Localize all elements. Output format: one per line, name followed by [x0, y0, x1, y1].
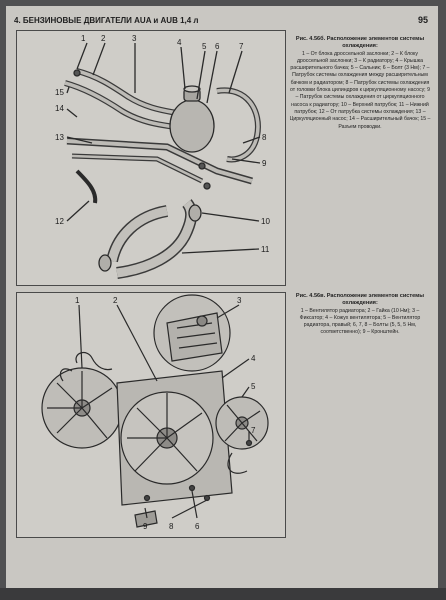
figure-radiator-fans	[16, 292, 286, 538]
fig1-callout-5: 5	[202, 42, 207, 51]
figure2-caption-body: 1 – Вентилятор радиатора; 2 – Гайка (10 Нм); 3 – Фиксатор; 4 – Кожух вентилятора; 5 – Вентилятор радиатора, правый; 6, 7, 8 – Болты (5, 5, 5 Нм, соответственно); 9 – Кронштейн.	[299, 307, 421, 336]
fig2-callout-9: 9	[143, 522, 148, 531]
figure1-caption-title: Рис. 4.56б. Расположение элементов системы охлаждения:	[295, 36, 425, 50]
fig1-callout-13: 13	[55, 133, 64, 142]
fig2-callout-6: 6	[195, 522, 200, 531]
fig1-callout-3: 3	[132, 34, 137, 43]
fig1-callout-8: 8	[262, 133, 267, 142]
page-header-title: 4. БЕНЗИНОВЫЕ ДВИГАТЕЛИ AUA и AUB 1,4 л	[14, 16, 199, 25]
fig1-callout-14: 14	[55, 104, 64, 113]
fig2-callout-8: 8	[169, 522, 174, 531]
page-header	[12, 14, 432, 30]
fig2-callout-3: 3	[237, 296, 242, 305]
fig1-callout-11: 11	[261, 245, 270, 254]
page-bottom-shadow	[0, 588, 446, 600]
fig2-callout-1: 1	[75, 296, 80, 305]
fig1-callout-4: 4	[177, 38, 182, 47]
fig1-callout-9: 9	[262, 159, 267, 168]
fig1-callout-15: 15	[55, 88, 64, 97]
fig2-callout-5: 5	[251, 382, 256, 391]
document-sheet	[6, 6, 438, 590]
fig1-callout-12: 12	[55, 217, 64, 226]
figure2-caption	[289, 293, 431, 337]
figure1-caption	[289, 36, 431, 131]
figure2-caption-title: Рис. 4.56в. Расположение элементов системы охлаждения:	[295, 293, 425, 307]
fig2-callout-4: 4	[251, 354, 256, 363]
fig1-callout-2: 2	[101, 34, 106, 43]
fig2-callout-7: 7	[251, 426, 256, 435]
figure-cooling-hoses	[16, 30, 286, 286]
fig1-callout-6: 6	[215, 42, 220, 51]
fig1-callout-7: 7	[239, 42, 244, 51]
figure1-caption-body: 1 – От блока дроссельной заслонки; 2 – К блоку дроссельной заслонки; 3 – К радиатору; 4 – Крышка расширительного бачка; 5 – Сальник; 6 – Болт (3 Нм); 7 – Патрубок системы охлаждения между расширительным бачком и радиатором; 8 – Патрубок системы охлаждения от головки блока цилиндров к циркуляционному насосу; 9 – Патрубок системы охлаждения от циркуляционного насоса к радиатору; 10 – Верхний патрубок; 11 – Нижний патрубок; 12 – От патрубка системы охлаждения; 13 – Циркуляционный насос; 14 – Расширительный бачок; 15 – Разъем проводки.	[289, 50, 431, 130]
fig1-callout-10: 10	[261, 217, 270, 226]
fig2-callout-2: 2	[113, 296, 118, 305]
radiator-fans-illustration	[17, 293, 285, 537]
cooling-hoses-illustration	[17, 31, 285, 285]
page-number: 95	[417, 15, 428, 25]
fig1-callout-1: 1	[81, 34, 86, 43]
